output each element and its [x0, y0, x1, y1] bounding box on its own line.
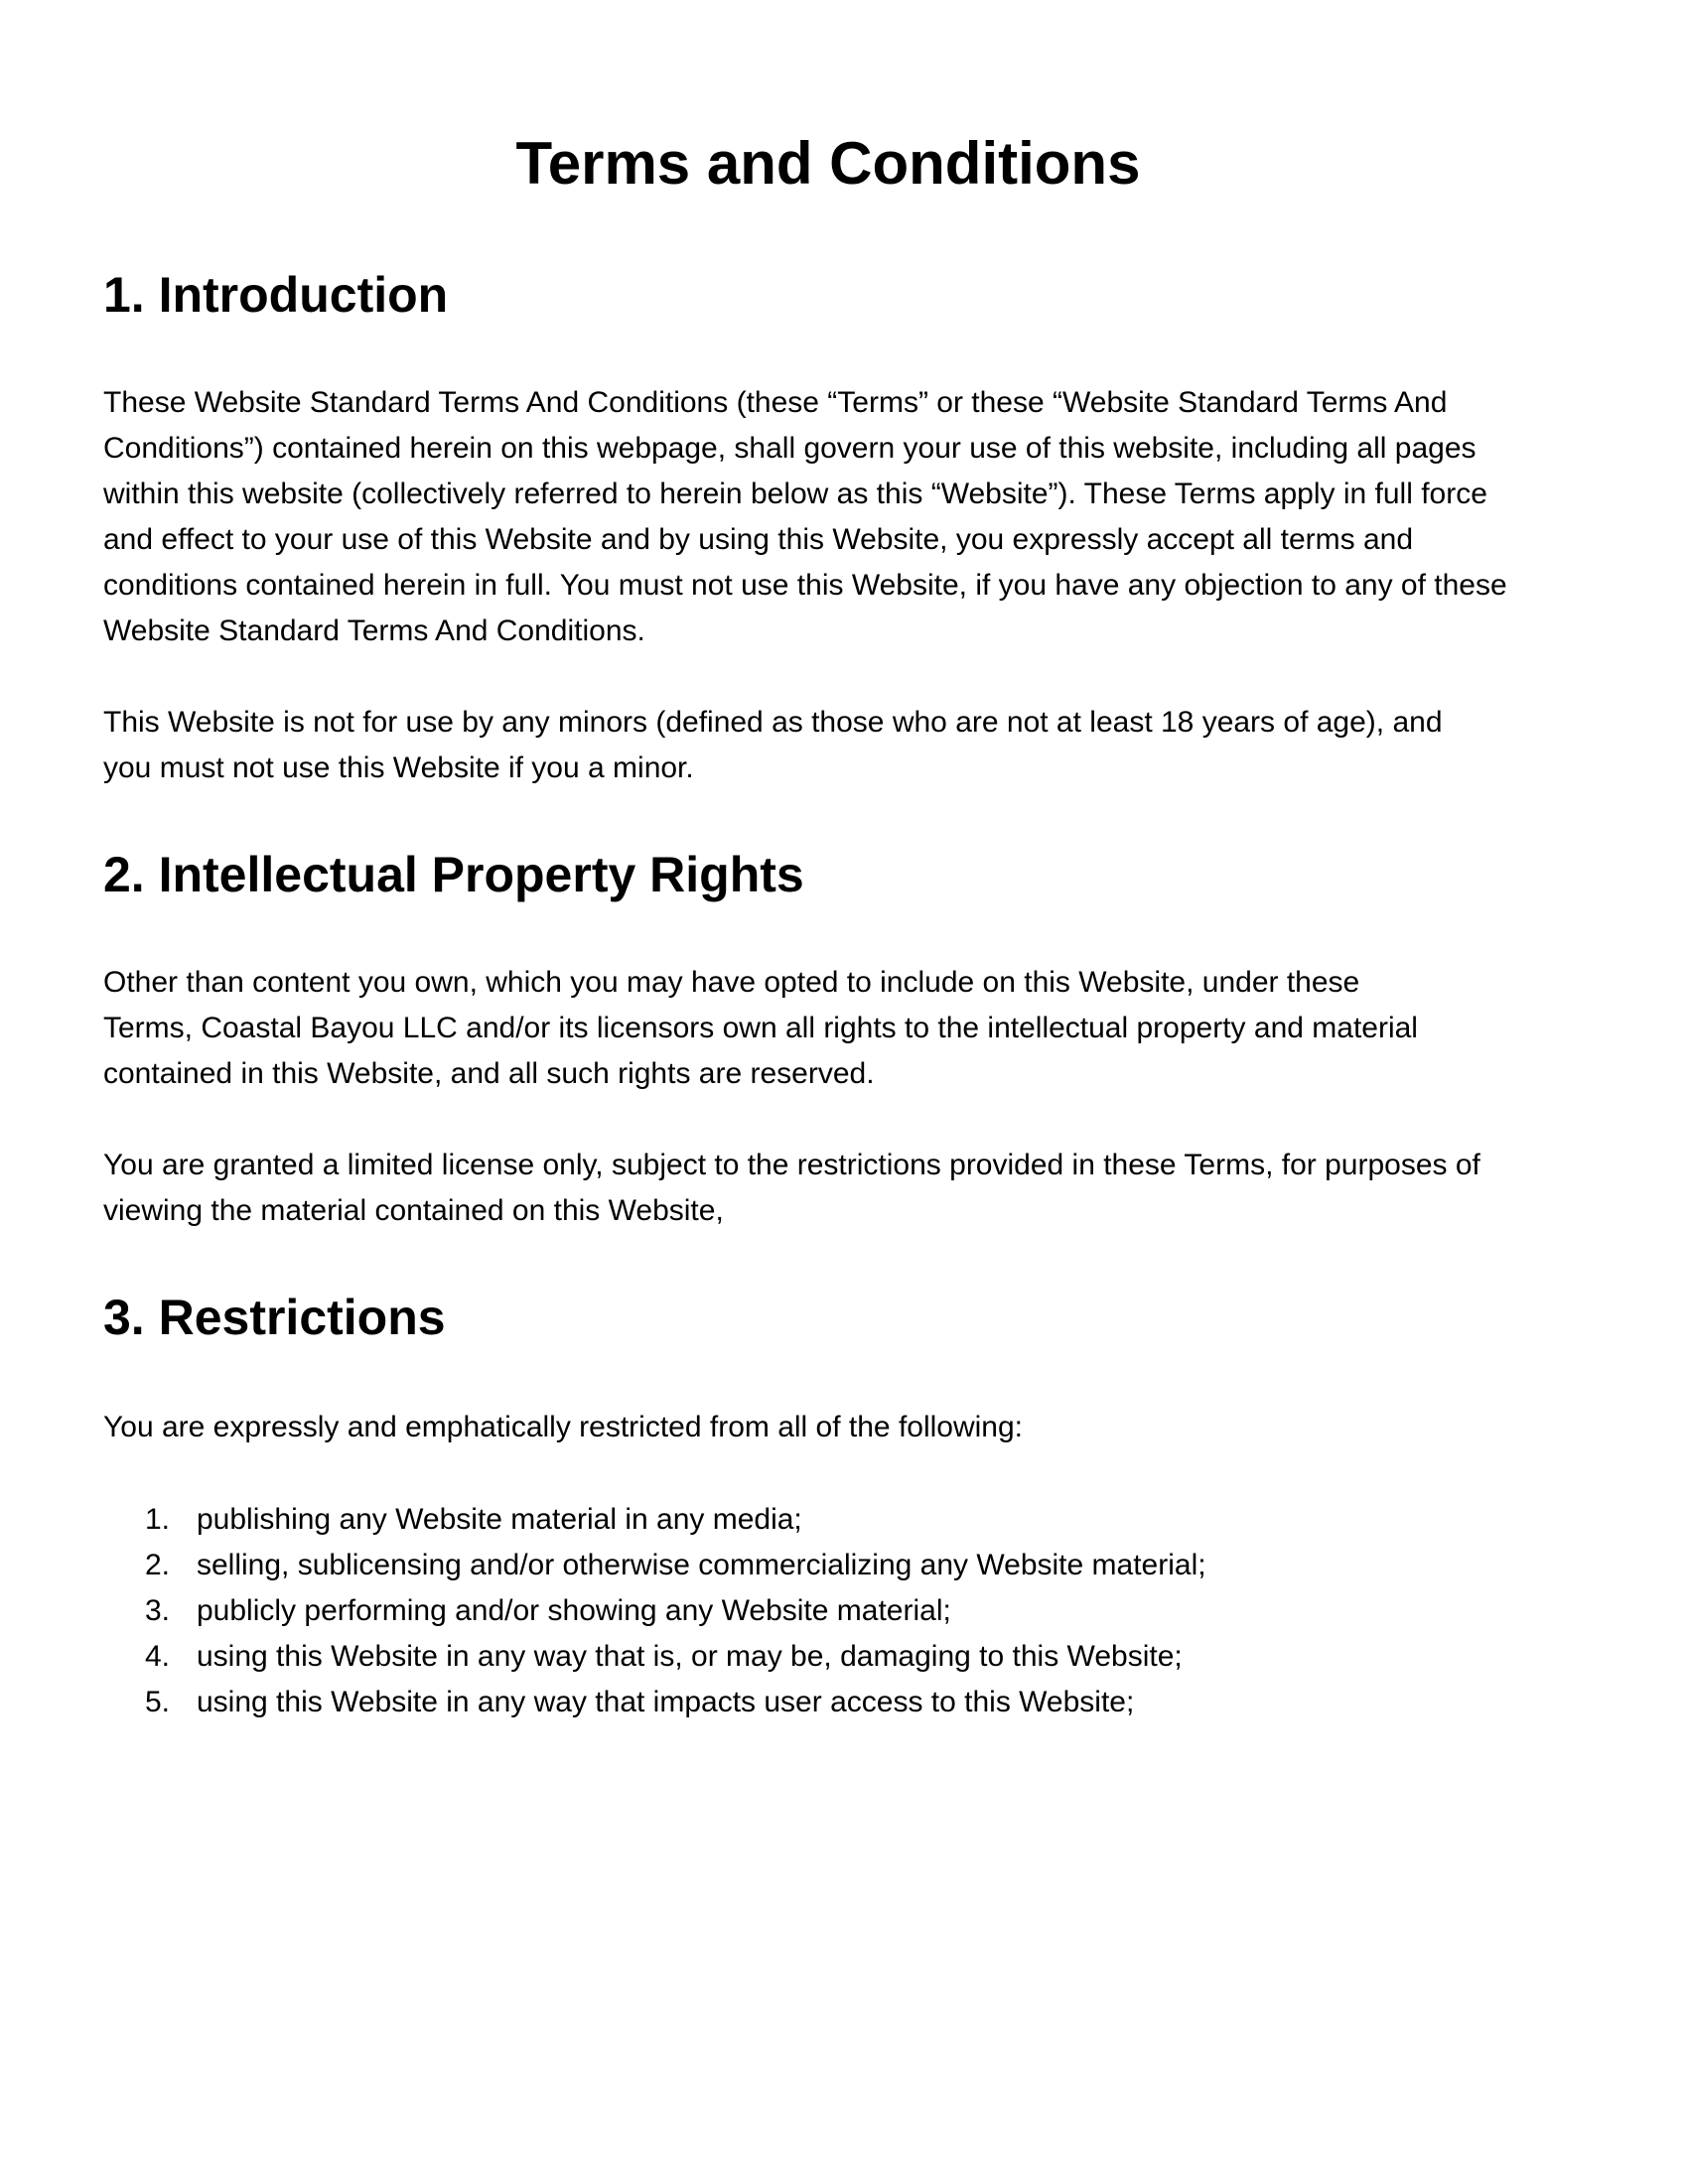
list-item-number: 2.: [145, 1549, 171, 1581]
list-item: [103, 1543, 1206, 1588]
section-heading-intellectual-property: 2. Intellectual Property Rights: [103, 847, 804, 902]
introduction-paragraph-2: [103, 700, 1443, 791]
text-line: and effect to your use of this Website and by using this Website, you expressly accept all terms and: [103, 523, 1414, 556]
text-line: You are expressly and emphatically restricted from all of the following:: [103, 1411, 1024, 1443]
text-line: conditions contained herein in full. You must not use this Website, if you have any objection to any of these: [103, 569, 1507, 602]
text-line: viewing the material contained on this Website,: [103, 1194, 724, 1227]
list-item-text: publicly performing and/or showing any Website material;: [197, 1594, 951, 1627]
list-item-number: 1.: [145, 1503, 171, 1536]
list-item: [103, 1680, 1206, 1725]
list-item-text: using this Website in any way that is, or may be, damaging to this Website;: [197, 1640, 1183, 1673]
list-item: [103, 1634, 1206, 1680]
introduction-paragraph-1: [103, 380, 1507, 654]
list-item: [103, 1497, 1206, 1543]
text-line: This Website is not for use by any minors (defined as those who are not at least 18 years of age), and: [103, 706, 1443, 739]
section-heading-restrictions: 3. Restrictions: [103, 1290, 446, 1345]
list-item-number: 3.: [145, 1594, 171, 1627]
list-item-number: 5.: [145, 1686, 171, 1718]
list-item-number: 4.: [145, 1640, 171, 1673]
text-line: You are granted a limited license only, subject to the restrictions provided in these Terms, for purposes of: [103, 1149, 1480, 1181]
text-line: These Website Standard Terms And Conditions (these “Terms” or these “Website Standard Terms And: [103, 386, 1448, 419]
section-heading-introduction: 1. Introduction: [103, 267, 449, 323]
text-line: contained in this Website, and all such rights are reserved.: [103, 1057, 875, 1090]
text-line: Terms, Coastal Bayou LLC and/or its licensors own all rights to the intellectual property and material: [103, 1012, 1418, 1044]
text-line: Conditions”) contained herein on this webpage, shall govern your use of this website, including all pages: [103, 432, 1477, 465]
list-item-text: publishing any Website material in any media;: [197, 1503, 802, 1536]
text-line: you must not use this Website if you a minor.: [103, 751, 694, 784]
list-item: [103, 1588, 1206, 1634]
intellectual-property-paragraph-1: [103, 960, 1418, 1097]
list-item-text: selling, sublicensing and/or otherwise commercializing any Website material;: [197, 1549, 1206, 1581]
restrictions-intro-paragraph: [103, 1405, 1023, 1450]
document-title: Terms and Conditions: [515, 130, 1141, 197]
text-line: within this website (collectively referred to herein below as this “Website”). These Terms apply in full force: [103, 478, 1487, 510]
text-line: Website Standard Terms And Conditions.: [103, 614, 645, 647]
intellectual-property-paragraph-2: [103, 1143, 1480, 1234]
text-line: Other than content you own, which you may have opted to include on this Website, under these: [103, 966, 1360, 999]
list-item-text: using this Website in any way that impacts user access to this Website;: [197, 1686, 1135, 1718]
restrictions-list: [103, 1497, 1206, 1725]
